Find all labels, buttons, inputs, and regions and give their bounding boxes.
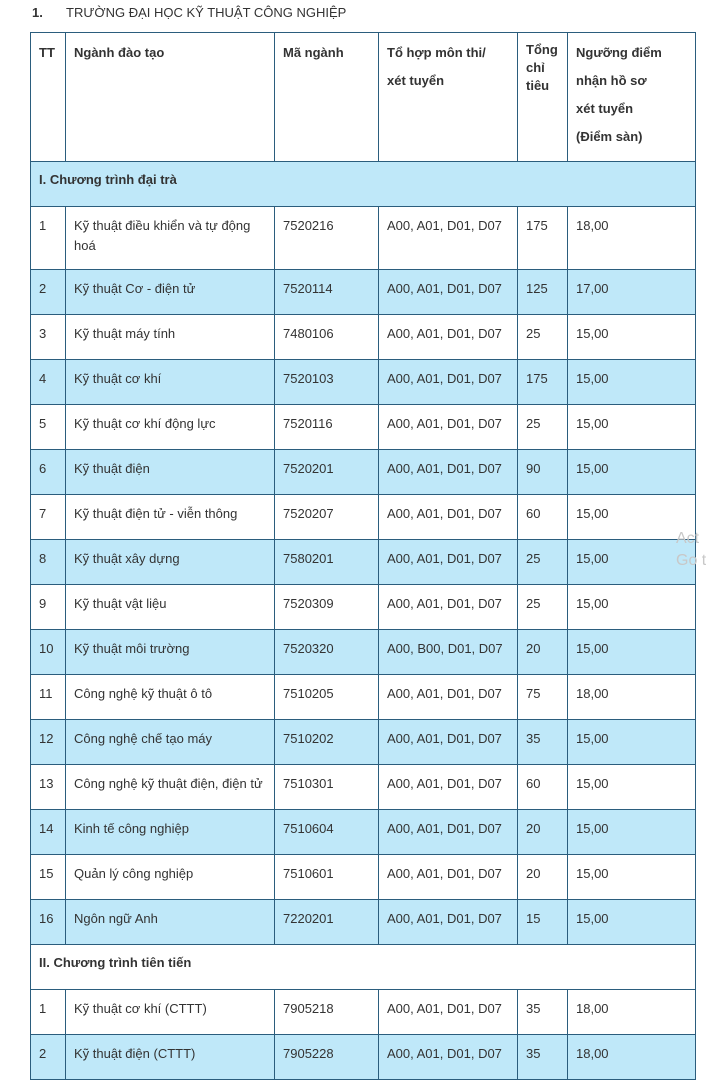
cell-tohop: A00, A01, D01, D07 <box>379 720 518 765</box>
header-tong-line2: chỉ <box>526 60 545 75</box>
cell-tt: 4 <box>31 360 66 405</box>
cell-tt: 3 <box>31 315 66 360</box>
table-body <box>31 33 696 1080</box>
admission-table <box>30 32 696 1080</box>
cell-nganh: Quản lý công nghiệp <box>66 855 275 900</box>
cell-tong: 25 <box>518 405 568 450</box>
cell-diem: 15,00 <box>568 900 696 945</box>
cell-tohop: A00, A01, D01, D07 <box>379 270 518 315</box>
cell-tohop: A00, A01, D01, D07 <box>379 450 518 495</box>
cell-nganh: Kỹ thuật môi trường <box>66 630 275 675</box>
cell-diem: 18,00 <box>568 207 696 270</box>
cell-diem: 15,00 <box>568 450 696 495</box>
cell-diem: 18,00 <box>568 990 696 1035</box>
cell-diem: 15,00 <box>568 405 696 450</box>
cell-tohop: A00, A01, D01, D07 <box>379 585 518 630</box>
table-row <box>31 675 696 720</box>
cell-nganh: Kỹ thuật điện tử - viễn thông <box>66 495 275 540</box>
cell-tt: 2 <box>31 1035 66 1080</box>
cell-ma: 7520103 <box>275 360 379 405</box>
cell-diem: 15,00 <box>568 765 696 810</box>
cell-nganh: Kỹ thuật máy tính <box>66 315 275 360</box>
cell-diem: 18,00 <box>568 675 696 720</box>
cell-tt: 2 <box>31 270 66 315</box>
cell-tong: 35 <box>518 720 568 765</box>
cell-ma: 7480106 <box>275 315 379 360</box>
cell-ma: 7580201 <box>275 540 379 585</box>
cell-tong: 90 <box>518 450 568 495</box>
cell-tohop: A00, A01, D01, D07 <box>379 675 518 720</box>
cell-nganh: Kỹ thuật xây dựng <box>66 540 275 585</box>
cell-tohop: A00, B00, D01, D07 <box>379 630 518 675</box>
cell-nganh: Kỹ thuật cơ khí động lực <box>66 405 275 450</box>
table-row <box>31 630 696 675</box>
cell-tohop: A00, A01, D01, D07 <box>379 405 518 450</box>
section-title: I. Chương trình đại trà <box>31 162 696 207</box>
table-row <box>31 765 696 810</box>
cell-tong: 20 <box>518 630 568 675</box>
cell-tong: 60 <box>518 495 568 540</box>
header-tong <box>518 33 568 162</box>
cell-tt: 15 <box>31 855 66 900</box>
activation-watermark <box>676 528 706 572</box>
cell-ma: 7520201 <box>275 450 379 495</box>
cell-ma: 7905218 <box>275 990 379 1035</box>
cell-tt: 1 <box>31 207 66 270</box>
cell-tt: 7 <box>31 495 66 540</box>
cell-diem: 15,00 <box>568 540 696 585</box>
cell-tt: 5 <box>31 405 66 450</box>
section-title: II. Chương trình tiên tiến <box>31 945 696 990</box>
cell-nganh: Kinh tế công nghiệp <box>66 810 275 855</box>
table-row <box>31 585 696 630</box>
cell-tt: 10 <box>31 630 66 675</box>
cell-ma: 7220201 <box>275 900 379 945</box>
watermark-line2: Go t <box>676 552 706 569</box>
cell-tong: 175 <box>518 360 568 405</box>
header-ma: Mã ngành <box>275 33 379 162</box>
header-tt: TT <box>31 33 66 162</box>
cell-tohop: A00, A01, D01, D07 <box>379 315 518 360</box>
table-row <box>31 207 696 270</box>
heading-title: TRƯỜNG ĐẠI HỌC KỸ THUẬT CÔNG NGHIỆP <box>66 5 347 20</box>
cell-tohop: A00, A01, D01, D07 <box>379 540 518 585</box>
cell-diem: 15,00 <box>568 720 696 765</box>
cell-tong: 25 <box>518 540 568 585</box>
cell-tohop: A00, A01, D01, D07 <box>379 360 518 405</box>
header-tohop-line1: Tổ hợp môn thi/ <box>387 45 486 60</box>
cell-tt: 14 <box>31 810 66 855</box>
table-row <box>31 315 696 360</box>
cell-diem: 18,00 <box>568 1035 696 1080</box>
cell-tt: 6 <box>31 450 66 495</box>
cell-tt: 12 <box>31 720 66 765</box>
cell-diem: 15,00 <box>568 360 696 405</box>
header-tohop-line2: xét tuyển <box>387 73 445 88</box>
cell-tohop: A00, A01, D01, D07 <box>379 495 518 540</box>
table-row <box>31 720 696 765</box>
cell-nganh: Công nghệ kỹ thuật ô tô <box>66 675 275 720</box>
cell-ma: 7510205 <box>275 675 379 720</box>
cell-ma: 7510301 <box>275 765 379 810</box>
table-row <box>31 540 696 585</box>
header-nguong <box>568 33 696 162</box>
cell-diem: 15,00 <box>568 810 696 855</box>
header-tong-line3: tiêu <box>526 78 550 93</box>
table-row <box>31 495 696 540</box>
cell-nganh: Ngôn ngữ Anh <box>66 900 275 945</box>
cell-tong: 20 <box>518 855 568 900</box>
cell-tong: 35 <box>518 1035 568 1080</box>
cell-tong: 175 <box>518 207 568 270</box>
cell-diem: 17,00 <box>568 270 696 315</box>
header-tong-line1: Tổng <box>526 42 558 57</box>
cell-nganh: Công nghệ kỹ thuật điện, điện tử <box>66 765 275 810</box>
cell-ma: 7510202 <box>275 720 379 765</box>
cell-diem: 15,00 <box>568 630 696 675</box>
section-row <box>31 945 696 990</box>
header-tohop <box>379 33 518 162</box>
cell-nganh: Kỹ thuật cơ khí (CTTT) <box>66 990 275 1035</box>
cell-tt: 1 <box>31 990 66 1035</box>
cell-ma: 7520320 <box>275 630 379 675</box>
cell-ma: 7905228 <box>275 1035 379 1080</box>
cell-tong: 125 <box>518 270 568 315</box>
cell-diem: 15,00 <box>568 315 696 360</box>
cell-tong: 60 <box>518 765 568 810</box>
table-row <box>31 360 696 405</box>
header-nguong-line2: nhận hồ sơ <box>576 73 647 88</box>
cell-tohop: A00, A01, D01, D07 <box>379 810 518 855</box>
cell-tt: 13 <box>31 765 66 810</box>
cell-tong: 75 <box>518 675 568 720</box>
cell-tohop: A00, A01, D01, D07 <box>379 207 518 270</box>
table-row <box>31 270 696 315</box>
cell-diem: 15,00 <box>568 495 696 540</box>
table-row <box>31 450 696 495</box>
cell-tt: 16 <box>31 900 66 945</box>
cell-nganh: Kỹ thuật điện <box>66 450 275 495</box>
header-row <box>31 33 696 162</box>
table-row <box>31 855 696 900</box>
cell-tohop: A00, A01, D01, D07 <box>379 765 518 810</box>
cell-nganh: Công nghệ chế tạo máy <box>66 720 275 765</box>
cell-nganh: Kỹ thuật điện (CTTT) <box>66 1035 275 1080</box>
cell-tt: 11 <box>31 675 66 720</box>
table-row <box>31 1035 696 1080</box>
cell-nganh: Kỹ thuật Cơ - điện tử <box>66 270 275 315</box>
cell-nganh: Kỹ thuật cơ khí <box>66 360 275 405</box>
cell-ma: 7520116 <box>275 405 379 450</box>
header-nganh: Ngành đào tạo <box>66 33 275 162</box>
cell-ma: 7510604 <box>275 810 379 855</box>
cell-diem: 15,00 <box>568 585 696 630</box>
cell-ma: 7520207 <box>275 495 379 540</box>
cell-nganh: Kỹ thuật điều khiển và tự động hoá <box>66 207 275 270</box>
table-row <box>31 405 696 450</box>
cell-tt: 9 <box>31 585 66 630</box>
table-row <box>31 900 696 945</box>
watermark-line1: Act <box>676 530 700 547</box>
table-row <box>31 990 696 1035</box>
cell-tohop: A00, A01, D01, D07 <box>379 990 518 1035</box>
header-nguong-line4: (Điểm sàn) <box>576 129 643 144</box>
cell-ma: 7520309 <box>275 585 379 630</box>
cell-diem: 15,00 <box>568 855 696 900</box>
header-nguong-line1: Ngưỡng điểm <box>576 45 662 60</box>
cell-tong: 15 <box>518 900 568 945</box>
cell-ma: 7510601 <box>275 855 379 900</box>
heading-number: 1. <box>32 5 43 20</box>
cell-tong: 25 <box>518 315 568 360</box>
cell-tt: 8 <box>31 540 66 585</box>
cell-tong: 20 <box>518 810 568 855</box>
section-row <box>31 162 696 207</box>
cell-tohop: A00, A01, D01, D07 <box>379 1035 518 1080</box>
cell-ma: 7520114 <box>275 270 379 315</box>
cell-tohop: A00, A01, D01, D07 <box>379 855 518 900</box>
cell-ma: 7520216 <box>275 207 379 270</box>
section-heading <box>32 4 346 22</box>
cell-tong: 25 <box>518 585 568 630</box>
header-nguong-line3: xét tuyển <box>576 101 634 116</box>
cell-tohop: A00, A01, D01, D07 <box>379 900 518 945</box>
table-row <box>31 810 696 855</box>
cell-nganh: Kỹ thuật vật liệu <box>66 585 275 630</box>
cell-tong: 35 <box>518 990 568 1035</box>
